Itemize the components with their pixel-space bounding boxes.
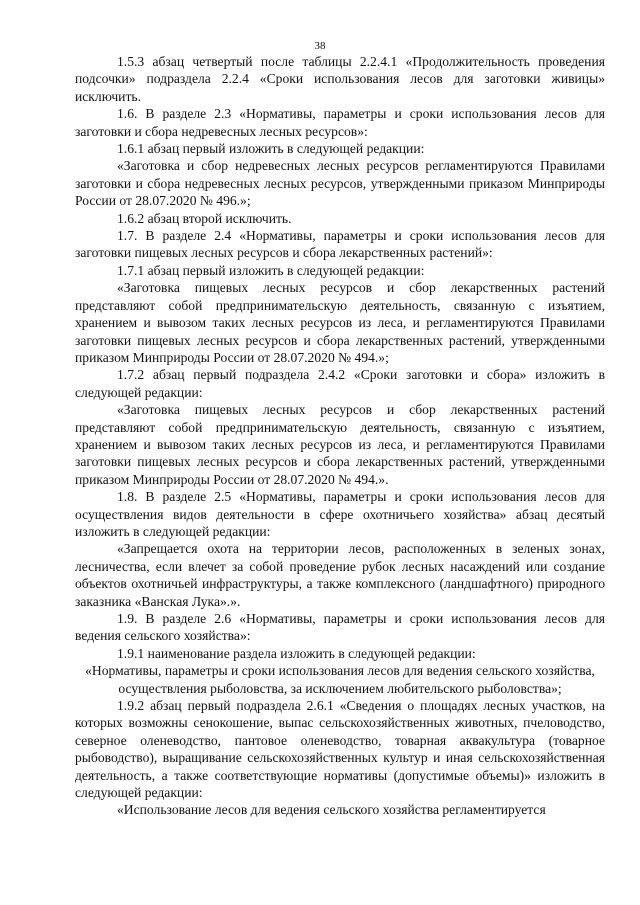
paragraph-1-6-1: 1.6.1 абзац первый изложить в следующей редакции: bbox=[117, 141, 425, 157]
page-number: 38 bbox=[314, 40, 326, 52]
paragraph-1-8: 1.8. В разделе 2.5 «Нормативы, параметры и сроки использования лесов для осуществления видов деятельности в сфере охотничьего хозяйства» абзац десятый изложить в следующей редакции: bbox=[75, 489, 605, 539]
paragraph-1-7-1: 1.7.1 абзац первый изложить в следующей редакции: bbox=[117, 262, 425, 278]
paragraph-1-6-2: 1.6.2 абзац второй исключить. bbox=[117, 210, 292, 226]
document-body bbox=[75, 53, 605, 819]
paragraph-1-9-2-quote: «Использование лесов для ведения сельского хозяйства регламентируется bbox=[117, 802, 546, 818]
paragraph-1-8-quote: «Запрещается охота на территории лесов, расположенных в зеленых зонах, лесничества, если влечет за собой проведение рубок лесных насаждений или создание объектов охотничьей инфраструктуры, а также комплексного (ландшафтного) природного заказника «Ванская Лука».». bbox=[75, 541, 605, 609]
paragraph-1-7: 1.7. В разделе 2.4 «Нормативы, параметры и сроки использования лесов для заготовки пищевых лесных ресурсов и сбора лекарственных растений»: bbox=[75, 228, 605, 261]
paragraph-1-9-2: 1.9.2 абзац первый подраздела 2.6.1 «Сведения о площадях лесных участков, на которых возможны сенокошение, выпас сельскохозяйственных животных, пчеловодство, северное оленеводство, пантовое оленеводство, товарная аквакультура (товарное рыбоводство), выращивание сельскохозяйственных культур и иная сельскохозяйственная деятельность, а также соответствующие нормативы (допустимые объемы)» изложить в следующей редакции: bbox=[75, 698, 605, 801]
paragraph-1-6-1-quote: «Заготовка и сбор недревесных лесных ресурсов регламентируются Правилами заготовки и сбора недревесных лесных ресурсов, утвержденными приказом Минприроды России от 28.07.2020 № 496.»; bbox=[75, 158, 605, 209]
paragraph-1-6: 1.6. В разделе 2.3 «Нормативы, параметры и сроки использования лесов для заготовки и сбора недревесных лесных ресурсов»: bbox=[75, 106, 605, 139]
paragraph-1-7-1-quote: «Заготовка пищевых лесных ресурсов и сбор лекарственных растений представляют собой предпринимательскую деятельность, связанную с изъятием, хранением и вывозом таких лесных ресурсов из леса, и регламентируются Правилами заготовки пищевых лесных ресурсов и сбора лекарственных растений, утвержденными приказом Минприроды России от 28.07.2020 № 494.»; bbox=[75, 280, 605, 365]
paragraph-1-9-1-quote: «Нормативы, параметры и сроки использования лесов для ведения сельского хозяйства, осуществления рыболовства, за исключением любительского рыболовства»; bbox=[85, 663, 595, 696]
paragraph-1-9: 1.9. В разделе 2.6 «Нормативы, параметры и сроки использования лесов для ведения сельского хозяйства»: bbox=[75, 611, 605, 644]
paragraph-1-7-2-quote: «Заготовка пищевых лесных ресурсов и сбор лекарственных растений представляют собой предпринимательскую деятельность, связанную с изъятием, хранением и вывозом таких лесных ресурсов из леса, и регламентируются Правилами заготовки пищевых лесных ресурсов и сбора лекарственных растений, утвержденными приказом Минприроды России от 28.07.2020 № 494.». bbox=[75, 402, 605, 487]
paragraph-1-9-1: 1.9.1 наименование раздела изложить в следующей редакции: bbox=[117, 645, 476, 661]
paragraph-1-5-3: 1.5.3 абзац четвертый после таблицы 2.2.4.1 «Продолжительность проведения подсочки» подраздела 2.2.4 «Сроки использования лесов для заготовки живицы» исключить. bbox=[75, 54, 605, 104]
paragraph-1-7-2: 1.7.2 абзац первый подраздела 2.4.2 «Сроки заготовки и сбора» изложить в следующей редакции: bbox=[75, 367, 605, 400]
